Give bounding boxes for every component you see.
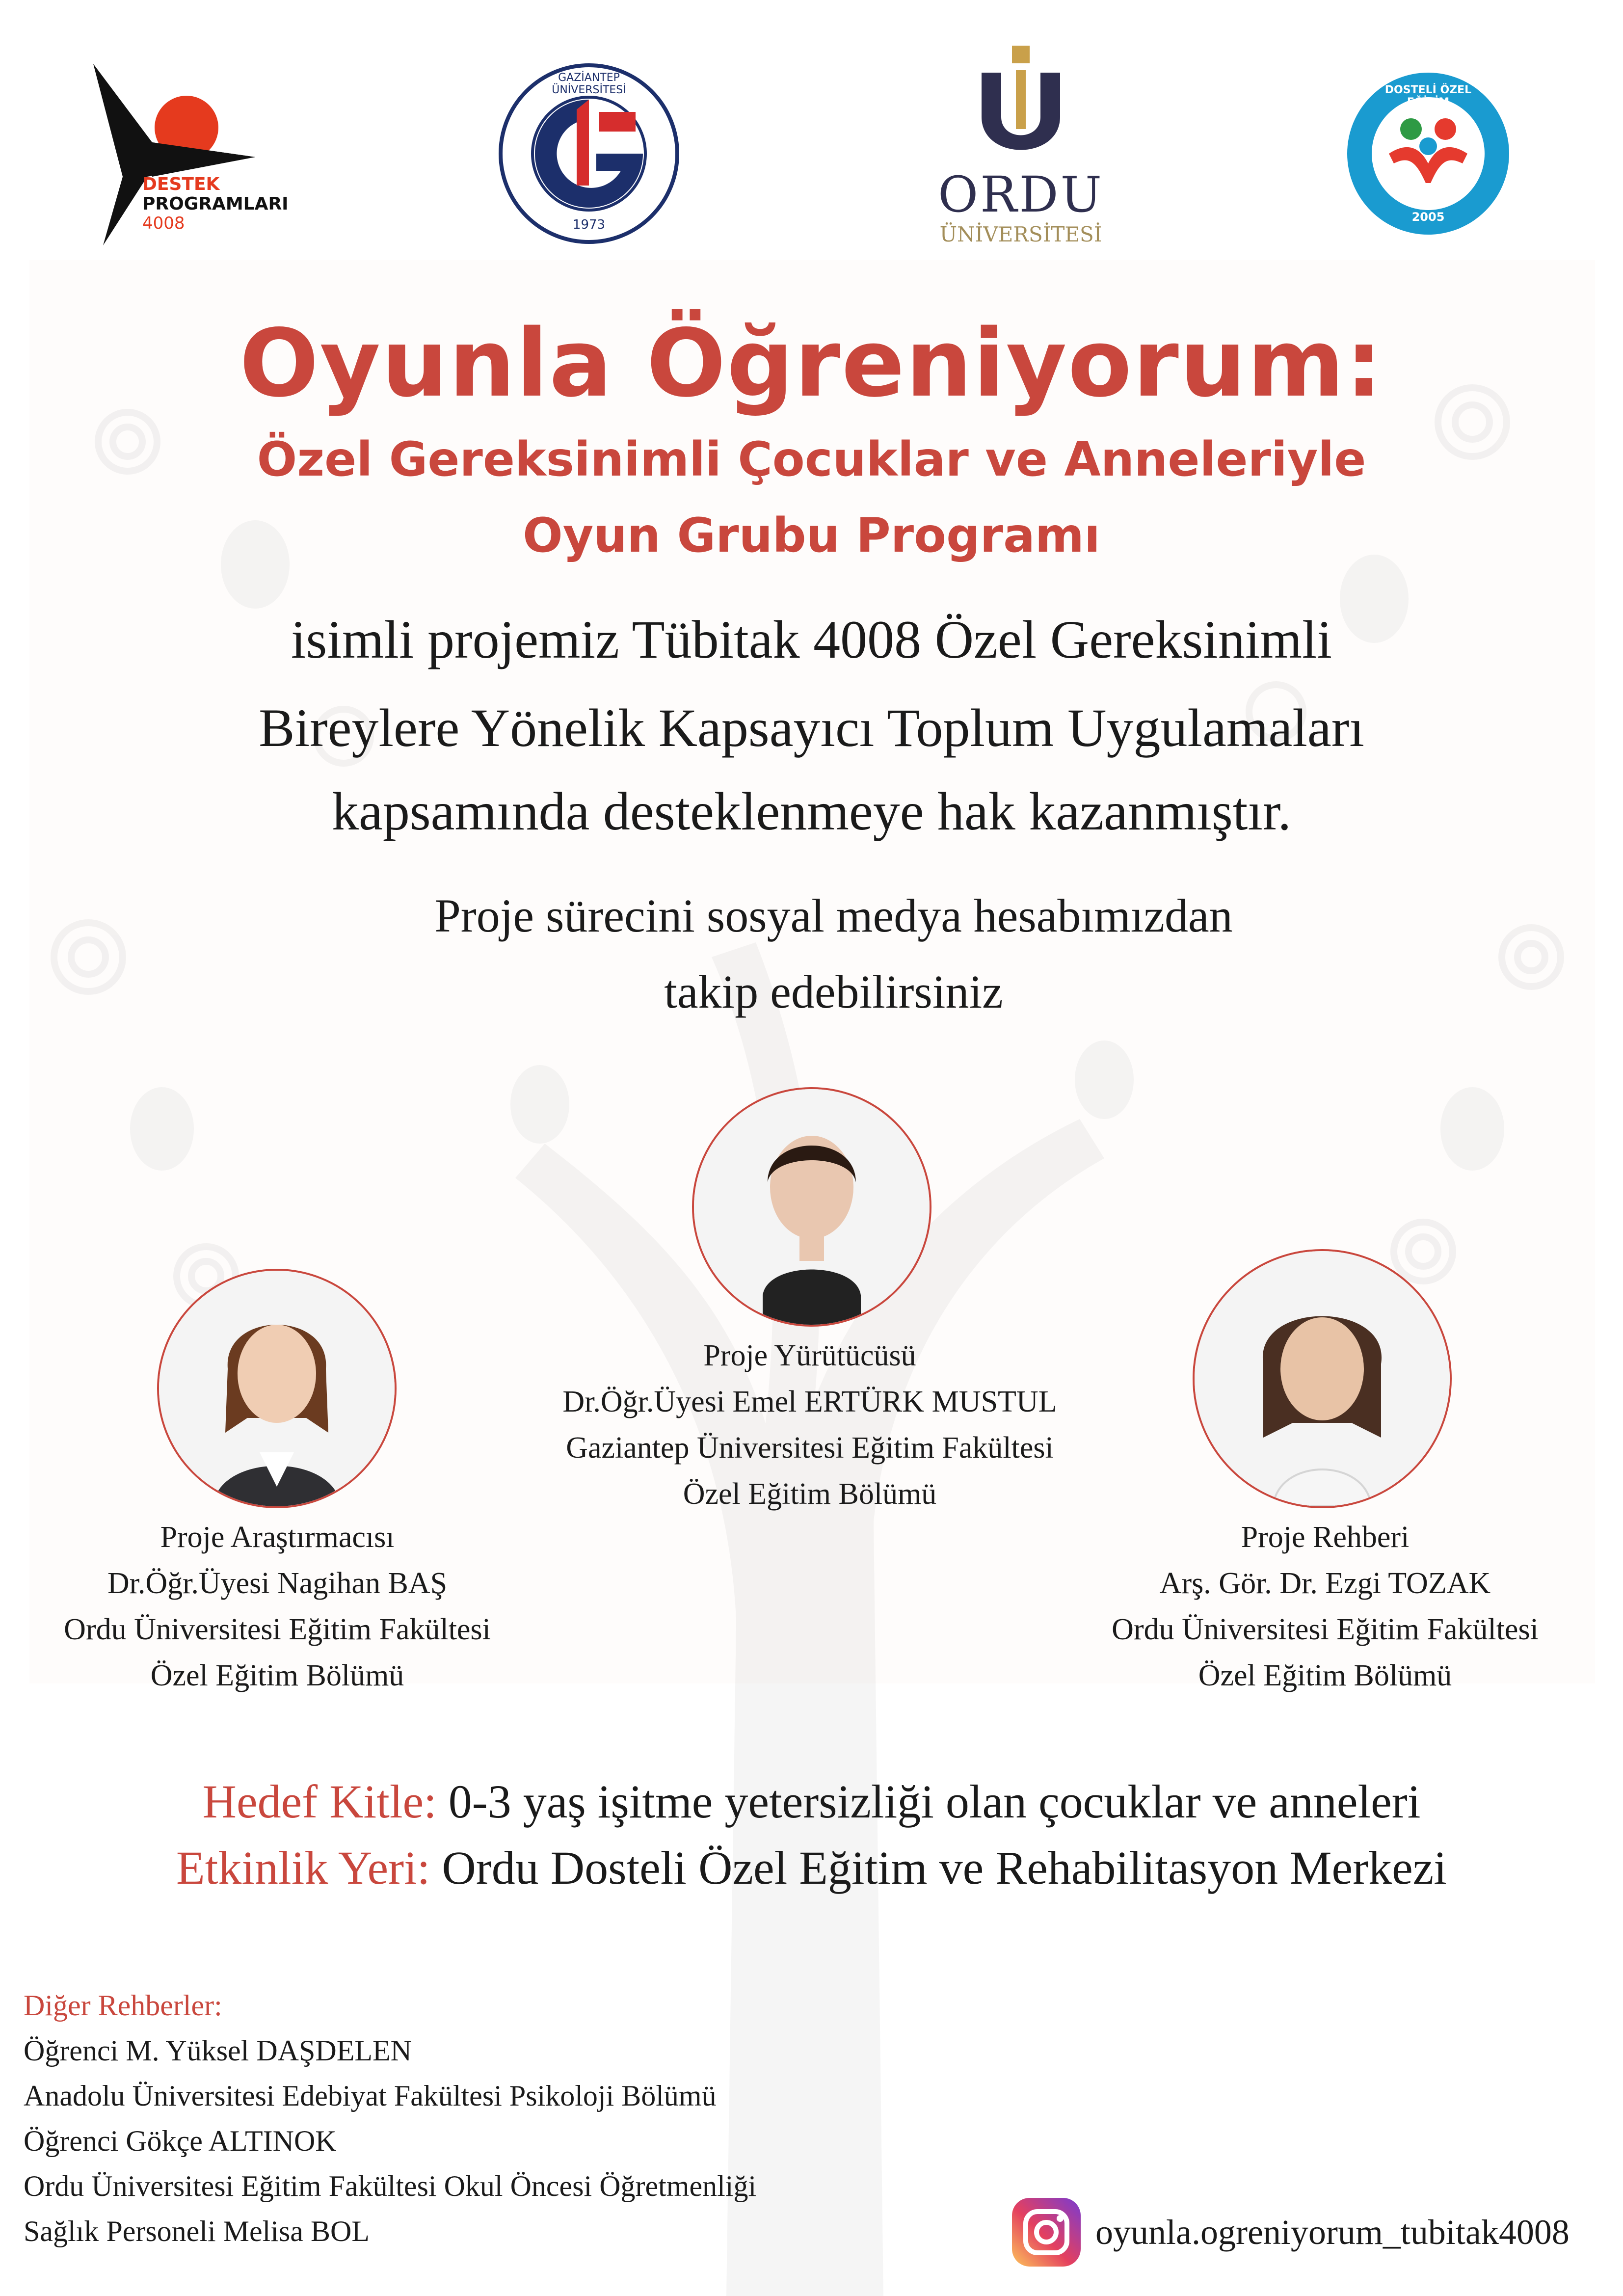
instagram-link[interactable]	[1012, 2198, 1570, 2267]
executive-photo	[692, 1087, 931, 1327]
researcher-name: Dr.Öğr.Üyesi Nagihan BAŞ	[107, 1567, 448, 1600]
follow-line2: takip edebilirsiniz	[664, 965, 1003, 1018]
announcement-line2: Bireylere Yönelik Kapsayıcı Toplum Uygulamaları	[259, 698, 1364, 758]
researcher-role: Proje Araştırmacısı	[160, 1521, 395, 1554]
destek-line1: DESTEK	[142, 174, 220, 194]
dosteli-ozel-egitim-logo	[1345, 70, 1512, 237]
researcher-institution: Ordu Üniversitesi Eğitim Fakültesi	[64, 1613, 491, 1646]
destek-programlari-logo	[93, 64, 290, 245]
announcement-line1: isimli projemiz Tübitak 4008 Özel Gereksinimli	[291, 610, 1332, 669]
guide-info	[1055, 1514, 1595, 1699]
venue-line	[0, 1841, 1623, 1895]
dosteli-ring-text: DOSTELİ ÖZEL EĞİTİM	[1384, 84, 1472, 108]
other-guides-line: Sağlık Personeli Melisa BOL	[24, 2215, 370, 2247]
follow-line1: Proje sürecini sosyal medya hesabımızdan	[434, 889, 1233, 942]
executive-department: Özel Eğitim Bölümü	[683, 1477, 937, 1511]
gaziantep-university-logo	[498, 63, 680, 244]
destek-line2: PROGRAMLARI	[142, 194, 289, 214]
guide-name: Arş. Gör. Dr. Ezgi TOZAK	[1159, 1567, 1491, 1600]
venue-value: Ordu Dosteli Özel Eğitim ve Rehabilitasyon Merkezi	[442, 1842, 1447, 1894]
guide-institution: Ordu Üniversitesi Eğitim Fakültesi	[1112, 1613, 1539, 1646]
announcement-line3: kapsamında desteklenmeye hak kazanmıştır.	[332, 781, 1291, 841]
other-guides-heading: Diğer Rehberler:	[24, 1989, 222, 2022]
executive-role: Proje Yürütücüsü	[703, 1339, 916, 1372]
poster-title: Oyunla Öğreniyorum:	[239, 309, 1384, 418]
dosteli-year: 2005	[1411, 210, 1445, 224]
instagram-icon	[1012, 2198, 1081, 2267]
researcher-department: Özel Eğitim Bölümü	[150, 1659, 404, 1692]
instagram-handle[interactable]: oyunla.ogreniyorum_tubitak4008	[1095, 2212, 1570, 2252]
executive-institution: Gaziantep Üniversitesi Eğitim Fakültesi	[566, 1431, 1054, 1465]
gaziantep-ring-text: GAZİANTEP ÜNİVERSİTESİ	[552, 72, 626, 96]
other-guides-line: Anadolu Üniversitesi Edebiyat Fakültesi Psikoloji Bölümü	[24, 2080, 717, 2112]
other-guides	[24, 1983, 756, 2254]
researcher-photo	[157, 1269, 397, 1508]
poster-subtitle-line2: Oyun Grubu Programı	[523, 508, 1100, 563]
target-audience-line	[0, 1774, 1623, 1829]
destek-line3: 4008	[142, 214, 185, 233]
guide-department: Özel Eğitim Bölümü	[1198, 1659, 1452, 1692]
target-audience-label: Hedef Kitle:	[202, 1775, 437, 1828]
ordu-university-logo	[932, 43, 1109, 254]
executive-info	[491, 1333, 1129, 1517]
other-guides-line: Ordu Üniversitesi Eğitim Fakültesi Okul Öncesi Öğretmenliği	[24, 2170, 757, 2202]
other-guides-line: Öğrenci M. Yüksel DAŞDELEN	[24, 2034, 412, 2067]
gaziantep-year: 1973	[572, 217, 606, 232]
ordu-logo-sub: ÜNİVERSİTESİ	[939, 222, 1102, 246]
poster-subtitle-line1: Özel Gereksinimli Çocuklar ve Anneleriyle	[257, 432, 1366, 487]
ordu-logo-name: ORDU	[938, 166, 1104, 223]
executive-name: Dr.Öğr.Üyesi Emel ERTÜRK MUSTUL	[562, 1385, 1057, 1418]
guide-role: Proje Rehberi	[1241, 1521, 1410, 1554]
other-guides-line: Öğrenci Gökçe ALTINOK	[24, 2125, 337, 2157]
researcher-info	[15, 1514, 540, 1699]
target-audience-value: 0-3 yaş işitme yetersizliği olan çocuklar ve anneleri	[448, 1775, 1421, 1828]
guide-photo	[1193, 1249, 1452, 1508]
venue-label: Etkinlik Yeri:	[176, 1842, 430, 1894]
